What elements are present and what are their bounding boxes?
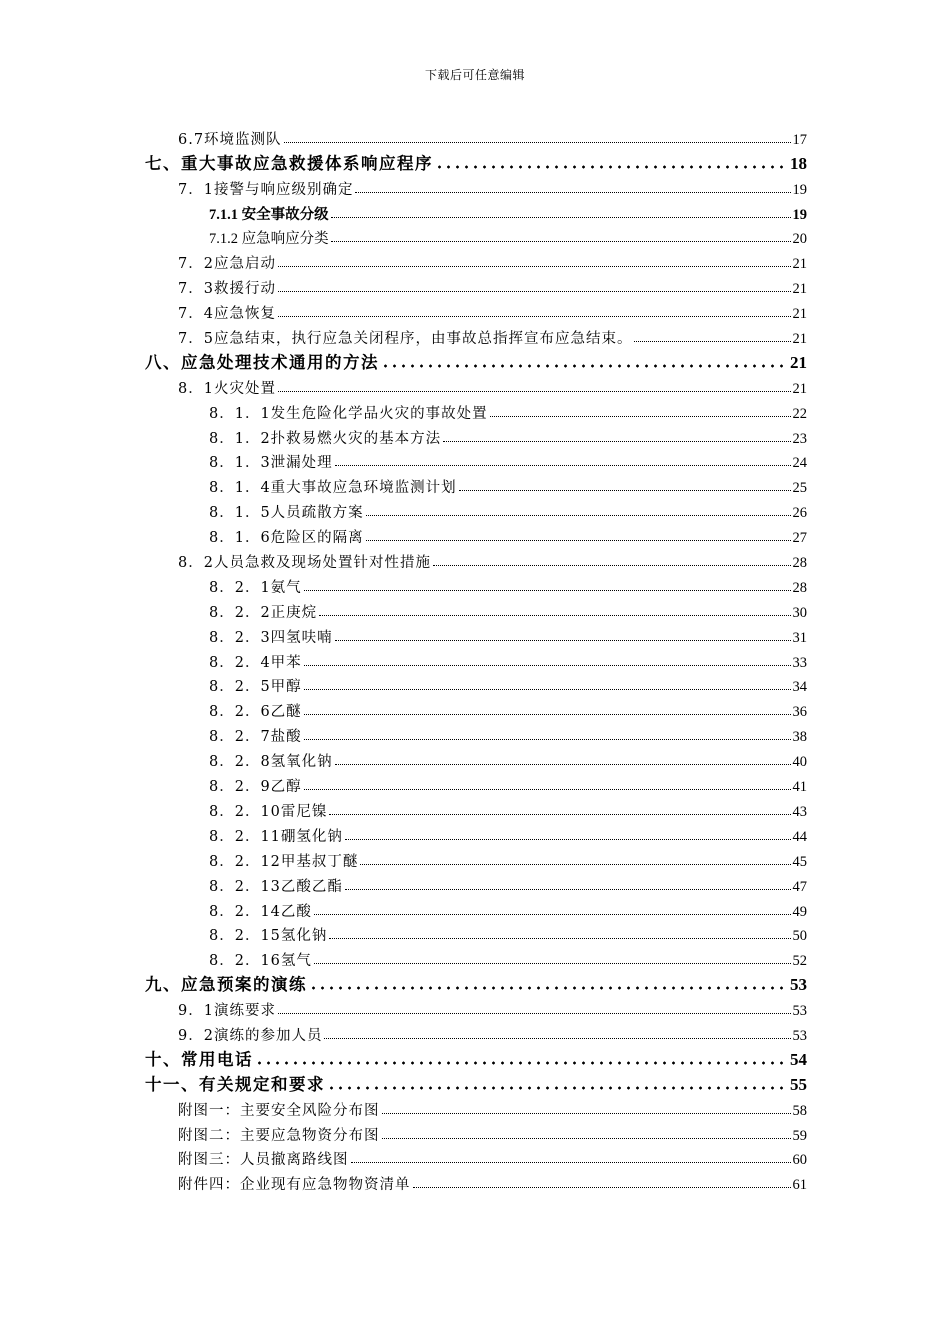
toc-entry-title: 8．2．9乙醇 [209,779,302,796]
toc-entry[interactable] [145,871,807,896]
toc-entry-title: 8．2．5甲醇 [209,679,302,696]
toc-entry-title: 8．2．7盐酸 [209,729,302,746]
toc-entry[interactable] [145,373,807,398]
toc-entry-page-number: 21 [792,331,807,348]
toc-entry-title: 附件四：企业现有应急物物资清单 [178,1177,411,1194]
toc-entry[interactable] [145,1120,807,1145]
toc-dot-leader [366,540,791,541]
toc-entry[interactable] [145,199,807,224]
toc-entry-page-number: 21 [792,256,807,273]
toc-entry-page-number: 45 [792,853,807,870]
toc-dot-leader [355,192,790,193]
toc-dot-leader [324,1038,790,1039]
toc-entry-page-number: 24 [792,455,807,472]
toc-dot-leader [304,789,791,790]
toc-dot-leader [335,465,791,466]
toc-entry[interactable] [145,796,807,821]
toc-entry-title: 8．2．6乙醚 [209,704,302,721]
toc-entry-page-number: 60 [792,1152,807,1169]
toc-dot-leader [278,391,791,392]
toc-entry-page-number: 22 [792,405,807,422]
toc-entry[interactable] [145,672,807,697]
toc-entry-title: 8．2．16氢气 [209,953,312,970]
toc-entry[interactable] [145,547,807,572]
toc-entry-title: 8．2．4甲苯 [209,654,302,671]
toc-dot-leader [278,266,791,267]
toc-entry[interactable] [145,472,807,497]
toc-entry-title: 8．1．5人员疏散方案 [209,505,364,522]
toc-entry-title: 8．2．13乙酸乙酯 [209,878,343,895]
toc-entry[interactable] [145,348,807,373]
toc-entry[interactable] [145,323,807,348]
toc-entry-title: 8．2．15氢化钠 [209,928,328,945]
toc-entry[interactable] [145,174,807,199]
toc-entry-title: 附图三：人员撤离路线图 [178,1152,349,1169]
toc-entry-title: 8．2人员急救及现场处置针对性措施 [178,555,431,572]
toc-dot-leader [304,665,791,666]
toc-dot-leader [345,889,791,890]
toc-entry-page-number: 49 [792,903,807,920]
toc-entry[interactable] [145,1169,807,1194]
toc-entry-title: 附图一：主要安全风险分布图 [178,1102,380,1119]
toc-entry-page-number: 47 [792,878,807,895]
toc-entry-title: 9．2演练的参加人员 [178,1027,323,1044]
toc-dot-leader [304,689,791,690]
toc-entry-page-number: 36 [792,704,807,721]
toc-entry-page-number: 54 [790,1049,807,1069]
toc-entry[interactable] [145,298,807,323]
toc-entry-page-number: 26 [792,505,807,522]
toc-entry-page-number: 58 [792,1102,807,1119]
toc-entry-title: 8．2．12甲基叔丁醚 [209,853,359,870]
toc-entry-page-number: 19 [792,206,807,223]
toc-dot-leader [634,341,790,342]
toc-entry-title: 7．5应急结束，执行应急关闭程序，由事故总指挥宣布应急结束。 [178,331,633,348]
toc-entry[interactable] [145,124,807,149]
toc-entry[interactable] [145,921,807,946]
toc-entry[interactable] [145,1020,807,1045]
toc-dot-leader [345,839,791,840]
toc-entry-page-number: 59 [792,1127,807,1144]
toc-dot-leader [314,963,791,964]
table-of-contents [145,124,807,1194]
toc-dot-leader [278,291,791,292]
toc-dot-leader [351,1162,791,1163]
toc-entry[interactable] [145,771,807,796]
toc-entry-page-number: 34 [792,679,807,696]
toc-dot-leader [329,938,790,939]
toc-entry-page-number: 18 [790,153,807,173]
toc-entry-title: 8．2．3四氢呋喃 [209,629,333,646]
toc-entry[interactable] [145,746,807,771]
toc-entry-page-number: 52 [792,953,807,970]
toc-dot-leader [435,165,788,169]
toc-entry-page-number: 44 [792,828,807,845]
toc-dot-leader [360,864,790,865]
toc-entry-title: 8．1火灾处置 [178,380,276,397]
toc-entry-title: 7.1.1 安全事故分级 [209,206,329,223]
toc-entry[interactable] [145,522,807,547]
toc-entry-page-number: 31 [792,629,807,646]
toc-entry-page-number: 61 [792,1177,807,1194]
toc-entry-page-number: 21 [792,380,807,397]
toc-dot-leader [327,1086,788,1090]
toc-dot-leader [331,217,791,218]
toc-dot-leader [381,364,788,368]
toc-dot-leader [331,241,791,242]
toc-dot-leader [278,1013,791,1014]
toc-entry-title: 8．2．1氨气 [209,579,302,596]
toc-entry-page-number: 33 [792,654,807,671]
toc-entry-page-number: 41 [792,779,807,796]
toc-entry-page-number: 53 [790,975,807,995]
toc-entry[interactable] [145,248,807,273]
toc-entry[interactable] [145,572,807,597]
toc-dot-leader [304,714,791,715]
toc-entry-title: 附图二：主要应急物资分布图 [178,1127,380,1144]
toc-entry-title: 7.1.2 应急响应分类 [209,231,329,248]
toc-entry-page-number: 25 [792,480,807,497]
toc-entry[interactable] [145,945,807,970]
toc-entry-page-number: 17 [792,131,807,148]
toc-entry-title: 九、应急预案的演练 [145,975,307,995]
toc-entry-page-number: 19 [792,181,807,198]
toc-entry[interactable] [145,647,807,672]
toc-entry[interactable] [145,970,807,995]
toc-entry[interactable] [145,995,807,1020]
toc-entry[interactable] [145,721,807,746]
toc-entry-title: 8．2．10雷尼镍 [209,803,328,820]
toc-entry-title: 8．1．3泄漏处理 [209,455,333,472]
toc-entry[interactable] [145,1095,807,1120]
toc-dot-leader [366,515,791,516]
toc-entry-title: 8．1．6危险区的隔离 [209,530,364,547]
toc-dot-leader [255,1061,788,1065]
toc-entry-title: 7．2应急启动 [178,256,276,273]
toc-entry[interactable] [145,149,807,174]
toc-entry-title: 9．1演练要求 [178,1003,276,1020]
toc-entry[interactable] [145,273,807,298]
toc-dot-leader [335,640,791,641]
toc-entry-title: 7．4应急恢复 [178,306,276,323]
toc-dot-leader [459,490,791,491]
toc-entry-page-number: 53 [792,1003,807,1020]
toc-entry-title: 8．2．8氢氧化钠 [209,754,333,771]
page-header: 下载后可任意编辑 [424,68,525,82]
toc-entry[interactable] [145,423,807,448]
toc-entry-title: 8．2．11硼氢化钠 [209,828,343,845]
toc-entry[interactable] [145,597,807,622]
toc-dot-leader [314,914,791,915]
toc-dot-leader [443,441,790,442]
toc-entry-page-number: 21 [790,352,807,372]
toc-entry-page-number: 30 [792,604,807,621]
toc-entry-page-number: 20 [792,231,807,248]
toc-dot-leader [490,416,791,417]
toc-dot-leader [284,142,791,143]
toc-entry-title: 7．1接警与响应级别确定 [178,181,354,198]
toc-entry-page-number: 21 [792,306,807,323]
toc-entry-title: 十一、有关规定和要求 [145,1074,325,1094]
toc-entry-page-number: 27 [792,530,807,547]
toc-entry[interactable] [145,1070,807,1095]
toc-entry-title: 8．2．2正庚烷 [209,604,318,621]
toc-dot-leader [433,565,791,566]
toc-entry-page-number: 38 [792,729,807,746]
toc-entry[interactable] [145,398,807,423]
toc-dot-leader [329,814,790,815]
toc-entry-title: 6.7环境监测队 [178,131,282,148]
toc-entry-page-number: 40 [792,754,807,771]
toc-entry[interactable] [145,497,807,522]
toc-entry[interactable] [145,896,807,921]
toc-entry-title: 七、重大事故应急救援体系响应程序 [145,153,433,173]
toc-entry-page-number: 28 [792,579,807,596]
toc-entry[interactable] [145,622,807,647]
toc-entry[interactable] [145,1045,807,1070]
toc-dot-leader [319,615,790,616]
toc-dot-leader [304,590,791,591]
toc-entry[interactable] [145,448,807,473]
toc-dot-leader [382,1113,791,1114]
toc-entry-page-number: 28 [792,555,807,572]
toc-entry-page-number: 55 [790,1074,807,1094]
toc-entry-title: 8．1．1发生危险化学品火灾的事故处置 [209,405,488,422]
toc-dot-leader [413,1187,791,1188]
toc-entry-title: 7．3救援行动 [178,281,276,298]
toc-entry[interactable] [145,846,807,871]
toc-entry[interactable] [145,821,807,846]
toc-entry-page-number: 21 [792,281,807,298]
toc-entry[interactable] [145,1145,807,1170]
toc-entry-title: 八、应急处理技术通用的方法 [145,352,379,372]
toc-entry-title: 8．1．2扑救易燃火灾的基本方法 [209,430,442,447]
toc-dot-leader [278,316,791,317]
toc-dot-leader [304,739,791,740]
toc-dot-leader [335,764,791,765]
toc-dot-leader [309,986,788,990]
toc-entry-page-number: 43 [792,803,807,820]
toc-entry-page-number: 50 [792,928,807,945]
toc-entry-title: 十、常用电话 [145,1049,253,1069]
toc-dot-leader [382,1138,791,1139]
toc-entry[interactable] [145,696,807,721]
toc-entry-title: 8．1．4重大事故应急环境监测计划 [209,480,457,497]
toc-entry-page-number: 23 [792,430,807,447]
toc-entry-page-number: 53 [792,1027,807,1044]
toc-entry[interactable] [145,224,807,249]
toc-entry-title: 8．2．14乙酸 [209,903,312,920]
